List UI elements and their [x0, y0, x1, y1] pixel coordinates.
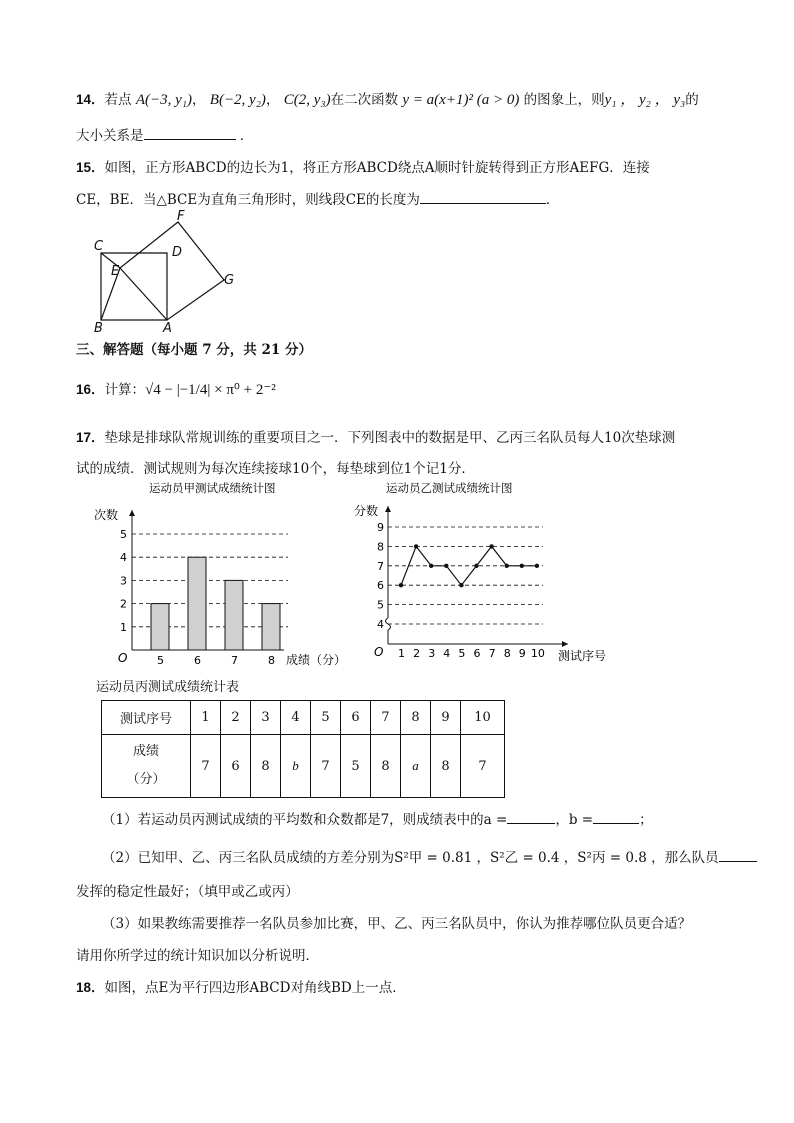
- table-head-label: 测试序号: [102, 701, 191, 735]
- table-head: 5: [311, 701, 341, 735]
- y-tick-label: 7: [377, 559, 384, 573]
- q14-line2: [76, 124, 253, 144]
- x-tick-label: 1: [398, 647, 405, 660]
- q15-number: 15．: [76, 160, 105, 175]
- square-aefg: [120, 222, 224, 320]
- y-tick-label: 1: [120, 620, 127, 634]
- q14-text-3: 的图象上，则: [523, 92, 605, 108]
- table-cell: 8: [431, 735, 461, 798]
- table-cell: 7: [311, 735, 341, 798]
- data-point: [505, 564, 509, 568]
- q15-answer-blank[interactable]: [420, 189, 546, 204]
- x-axis-label: 测试序号: [558, 649, 607, 663]
- y-axis-arrow: [385, 506, 391, 512]
- q17-sub1: [102, 808, 653, 828]
- table-cell: 8: [371, 735, 401, 798]
- y-tick-label: 4: [120, 551, 127, 565]
- data-point: [429, 564, 433, 568]
- q18-number: 18．: [76, 980, 105, 995]
- q17-sub1-text: （1）若运动员丙测试成绩的平均数和众数都是7，则成绩表中的a =: [102, 812, 508, 828]
- q16-text: 计算：: [104, 382, 146, 398]
- q18-text: 如图，点E为平行四边形ABCD对角线BD上一点．: [104, 980, 406, 996]
- x-tick-label: 2: [413, 647, 421, 660]
- section-3-heading: 三、解答题（每小题 7 分，共 21 分）: [76, 342, 312, 358]
- q14-text-4: 的: [685, 92, 699, 108]
- q15-text-1: 如图，正方形ABCD的边长为1，将正方形ABCD绕点A顺时针旋转得到正方形AEFG．连接: [104, 160, 650, 176]
- label-c: C: [94, 239, 104, 254]
- q18-line: [76, 976, 406, 996]
- q17-text-1: 垫球是排球队常规训练的重要项目之一．下列图表中的数据是甲、乙丙三名队员每人10次垫球测: [104, 430, 676, 446]
- label-b: B: [94, 321, 103, 336]
- table-cell: 7: [191, 735, 221, 798]
- q14-point-c: C(2, y₃): [283, 92, 331, 108]
- table-cell: b: [281, 735, 311, 798]
- q17-line1: [76, 426, 675, 446]
- bar: [225, 580, 243, 650]
- q15-line2: [76, 188, 559, 208]
- table-head: 1: [191, 701, 221, 735]
- x-tick-label: 3: [428, 647, 436, 660]
- x-axis-arrow: [562, 641, 568, 647]
- y-tick-label: 2: [120, 597, 127, 611]
- table-cell: a: [401, 735, 431, 798]
- chart-title: 运动员乙测试成绩统计图: [386, 481, 513, 495]
- q14-vars: y₁ ， y₂ ， y₃: [604, 92, 686, 108]
- q17-sub2-text: （2）已知甲、乙、丙三名队员成绩的方差分别为S²甲 = 0.81 ，S²乙 = 0.4 ，S²丙 = 0.8 ，那么队员: [102, 850, 719, 866]
- bar: [188, 557, 206, 650]
- x-tick-label: 7: [231, 654, 238, 667]
- q16-expression: √4 − |−1/4| × π⁰ + 2⁻²: [145, 382, 276, 398]
- table-cell: 6: [221, 735, 251, 798]
- x-tick-label: 9: [518, 647, 526, 660]
- data-point: [520, 564, 524, 568]
- y-tick-label: 3: [120, 574, 127, 588]
- q14-sep-2: ，: [265, 92, 280, 108]
- x-axis-label: 成绩（分）: [286, 653, 347, 667]
- q14-end: ．: [239, 128, 254, 144]
- q16-line: [76, 378, 276, 399]
- table-head: 2: [221, 701, 251, 735]
- table-head: 9: [431, 701, 461, 735]
- label-a: A: [163, 321, 172, 336]
- y-axis-label: 次数: [94, 508, 119, 522]
- x-tick-label: 4: [443, 647, 451, 660]
- y-tick-label: 4: [377, 618, 384, 631]
- origin-label: O: [118, 651, 128, 665]
- y-axis-arrow: [129, 510, 135, 516]
- x-tick-label: 6: [194, 654, 201, 667]
- x-tick-label: 5: [157, 654, 164, 667]
- x-tick-label: 7: [488, 647, 496, 660]
- q17-sub2: [102, 846, 757, 866]
- x-tick-label: 10: [530, 647, 545, 660]
- x-tick-label: 5: [458, 647, 466, 660]
- data-point: [489, 544, 493, 548]
- q14-point-b: B(−2, y₂): [209, 92, 266, 108]
- table-row: [102, 701, 505, 735]
- table-head: 3: [251, 701, 281, 735]
- table-row-label-2: （分）: [126, 772, 166, 787]
- score-table: [101, 700, 505, 798]
- data-point: [444, 564, 448, 568]
- label-d: D: [172, 245, 183, 260]
- table-cell: 7: [461, 735, 505, 798]
- data-point: [414, 544, 418, 548]
- q14-function: y = a(x+1)² (a > 0): [402, 92, 520, 108]
- q17-sub3: （3）如果教练需要推荐一名队员参加比赛，甲、乙、丙三名队员中，你认为推荐哪位队员更合适？: [102, 916, 692, 932]
- q14-number: 14．: [76, 92, 105, 107]
- table-cell: 8: [251, 735, 281, 798]
- q14-text-1: 若点: [104, 92, 132, 108]
- q15-figure: [88, 208, 248, 338]
- origin-label: O: [374, 645, 384, 659]
- data-point: [399, 583, 403, 587]
- a-answer-blank[interactable]: [507, 809, 555, 824]
- table-row-label: [102, 735, 191, 798]
- q14-point-a: A(−3, y₁): [135, 92, 192, 108]
- q17-sub1-b: ，b =: [555, 812, 594, 828]
- table-row-label-1: 成绩: [132, 744, 159, 759]
- data-point: [459, 583, 463, 587]
- q17-number: 17．: [76, 430, 105, 445]
- x-tick-label: 8: [503, 647, 511, 660]
- b-answer-blank[interactable]: [593, 809, 639, 824]
- y-tick-label: 6: [377, 579, 384, 593]
- table-title: 运动员丙测试成绩统计表: [96, 680, 240, 695]
- y-tick-label: 8: [377, 540, 384, 554]
- chart-yi-line: [348, 478, 610, 670]
- q17-sub1-end: ；: [639, 812, 653, 828]
- bar: [262, 604, 280, 650]
- q17-line2: 试的成绩．测试规则为每次连续接球10个，每垫球到位1个记1分．: [76, 461, 475, 477]
- q14-line2-text: 大小关系是: [76, 128, 144, 144]
- y-axis-label: 分数: [354, 504, 379, 518]
- table-head: 7: [371, 701, 401, 735]
- q16-number: 16．: [76, 382, 105, 397]
- q17-sub2-line2: 发挥的稳定性最好；（填甲或乙或丙）: [76, 884, 299, 900]
- chart-jia-bar: [88, 478, 350, 670]
- q14-sep-1: ，: [191, 92, 206, 108]
- table-head: 8: [401, 701, 431, 735]
- q15-text-2: CE，BE．当△BCE为直角三角形时，则线段CE的长度为: [76, 192, 420, 208]
- label-g: G: [224, 273, 235, 288]
- table-head: 6: [341, 701, 371, 735]
- q17-sub3-line2: 请用你所学过的统计知识加以分析说明．: [76, 948, 319, 964]
- q14-line1: [76, 88, 699, 109]
- x-tick-label: 6: [473, 647, 481, 660]
- q15-line1: [76, 156, 650, 176]
- q14-text-2: 在二次函数: [330, 92, 399, 108]
- bar: [151, 604, 169, 650]
- table-head: 4: [281, 701, 311, 735]
- data-point: [535, 564, 539, 568]
- label-f: F: [177, 209, 185, 224]
- y-tick-label: 9: [377, 521, 384, 534]
- y-tick-label: 5: [377, 598, 384, 612]
- table-cell: 5: [341, 735, 371, 798]
- table-head: 10: [461, 701, 505, 735]
- player-answer-blank[interactable]: [719, 847, 757, 862]
- q15-end: ．: [545, 192, 560, 208]
- label-e: E: [111, 264, 120, 279]
- x-tick-label: 8: [268, 654, 275, 667]
- q14-answer-blank[interactable]: [144, 125, 236, 140]
- data-point: [474, 564, 478, 568]
- chart-title: 运动员甲测试成绩统计图: [149, 481, 276, 495]
- table-row: [102, 735, 505, 798]
- y-tick-label: 5: [120, 528, 127, 541]
